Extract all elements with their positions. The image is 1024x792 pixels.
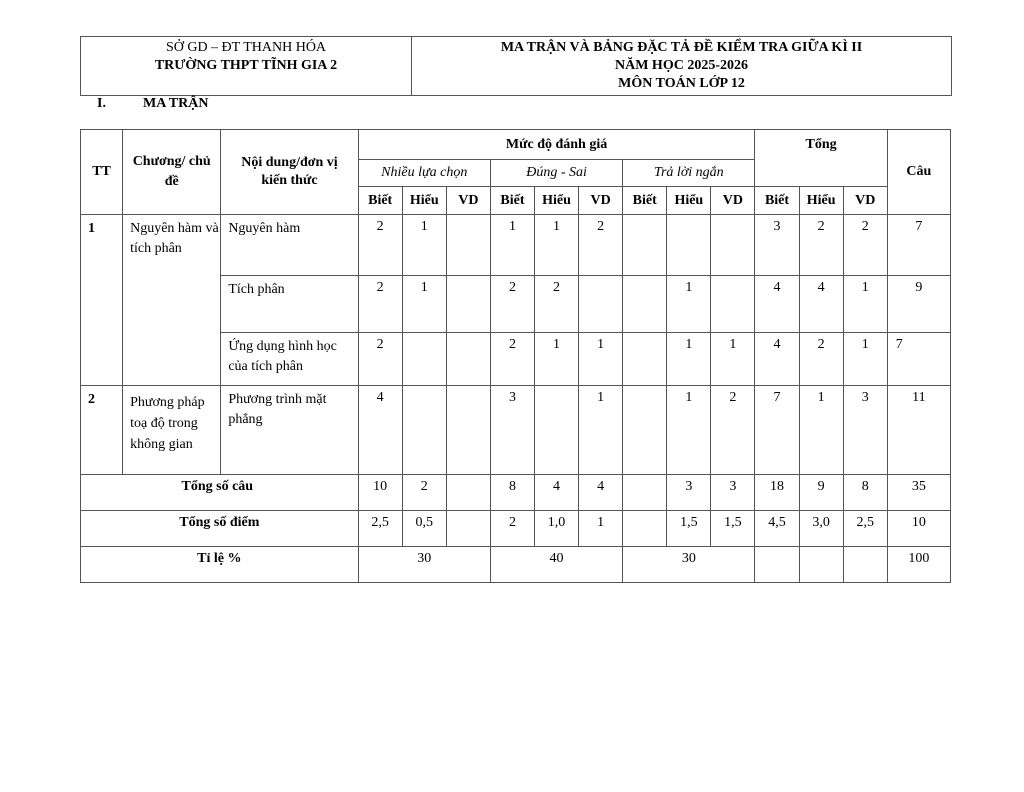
assessment-matrix-table	[80, 129, 951, 583]
matrix-cell: 2	[711, 386, 755, 475]
subject-title: MÔN TOÁN LỚP 12	[618, 76, 745, 91]
total-questions-cell: 9	[799, 475, 843, 511]
col-header-total: Tổng	[755, 130, 887, 187]
level-subheader: VD	[711, 187, 755, 215]
matrix-cell: 2	[358, 276, 402, 333]
matrix-cell	[402, 386, 446, 475]
matrix-cell: 1	[711, 333, 755, 386]
matrix-cell: 1	[579, 386, 623, 475]
total-questions-cell: 8	[490, 475, 534, 511]
question-count: 11	[887, 386, 950, 475]
matrix-cell: 1	[843, 333, 887, 386]
total-questions-cell: 2	[402, 475, 446, 511]
matrix-cell	[667, 215, 711, 276]
document-title: MA TRẬN VÀ BẢNG ĐẶC TẢ ĐỀ KIỂM TRA GIỮA KÌ II	[500, 40, 863, 55]
matrix-cell	[711, 276, 755, 333]
percent-cell: 40	[490, 547, 622, 583]
school-name: TRƯỜNG THPT TĨNH GIA 2	[154, 58, 338, 73]
level-subheader: Biết	[358, 187, 402, 215]
total-questions-sum: 35	[887, 475, 950, 511]
matrix-cell: 1	[843, 276, 887, 333]
total-points-cell: 2,5	[358, 511, 402, 547]
total-questions-cell	[623, 475, 667, 511]
level-subheader: VD	[579, 187, 623, 215]
department-name: SỞ GD – ĐT THANH HÓA	[165, 40, 327, 55]
total-questions-cell: 4	[535, 475, 579, 511]
question-type-header: Đúng - Sai	[490, 160, 622, 187]
matrix-cell: 2	[579, 215, 623, 276]
section-title: MA TRẬN	[143, 96, 209, 111]
matrix-cell: 2	[799, 333, 843, 386]
question-count: 9	[887, 276, 950, 333]
percent-sum: 100	[887, 547, 950, 583]
total-points-cell: 2,5	[843, 511, 887, 547]
school-year: NĂM HỌC 2025-2026	[615, 58, 748, 73]
level-subheader: Biết	[623, 187, 667, 215]
header-title-cell	[412, 37, 952, 96]
matrix-cell: 1	[667, 386, 711, 475]
total-points-cell: 4,5	[755, 511, 799, 547]
level-subheader: Hiểu	[667, 187, 711, 215]
percent-empty-cell	[799, 547, 843, 583]
matrix-cell: 3	[755, 215, 799, 276]
percent-label: Tỉ lệ %	[81, 547, 359, 583]
content-unit: Phương trình mặt phẳng	[221, 386, 358, 475]
chapter-number: 1	[81, 215, 123, 386]
col-header-level: Mức độ đánh giá	[358, 130, 755, 160]
matrix-cell: 3	[490, 386, 534, 475]
col-header-chapter: Chương/ chủ đề	[123, 130, 221, 215]
chapter-name: Phương pháp toạ độ trong không gian	[123, 386, 221, 475]
level-subheader: VD	[843, 187, 887, 215]
total-questions-cell: 3	[667, 475, 711, 511]
matrix-cell: 4	[799, 276, 843, 333]
matrix-cell: 1	[402, 215, 446, 276]
level-subheader: Hiểu	[402, 187, 446, 215]
content-unit: Ứng dụng hình học của tích phân	[221, 333, 358, 386]
total-points-cell: 0,5	[402, 511, 446, 547]
matrix-cell: 7	[755, 386, 799, 475]
matrix-cell: 1	[535, 215, 579, 276]
matrix-cell: 2	[490, 333, 534, 386]
question-count: 7	[887, 333, 950, 386]
col-header-tt: TT	[81, 130, 123, 215]
matrix-cell	[402, 333, 446, 386]
question-count: 7	[887, 215, 950, 276]
matrix-cell: 4	[755, 276, 799, 333]
total-questions-cell: 3	[711, 475, 755, 511]
matrix-cell: 2	[358, 333, 402, 386]
total-questions-label: Tổng số câu	[81, 475, 359, 511]
section-heading	[97, 96, 208, 112]
matrix-cell: 1	[667, 333, 711, 386]
matrix-cell	[711, 215, 755, 276]
matrix-cell: 2	[490, 276, 534, 333]
total-points-cell: 1,0	[535, 511, 579, 547]
matrix-cell: 1	[799, 386, 843, 475]
total-points-cell: 2	[490, 511, 534, 547]
percent-empty-cell	[755, 547, 799, 583]
document-header	[80, 36, 952, 96]
total-questions-cell: 10	[358, 475, 402, 511]
total-points-cell: 1,5	[667, 511, 711, 547]
total-points-cell	[446, 511, 490, 547]
matrix-cell: 2	[535, 276, 579, 333]
total-points-cell	[623, 511, 667, 547]
matrix-cell: 1	[402, 276, 446, 333]
level-subheader: Biết	[490, 187, 534, 215]
matrix-cell: 3	[843, 386, 887, 475]
level-subheader: Hiểu	[799, 187, 843, 215]
matrix-cell: 2	[843, 215, 887, 276]
percent-cell: 30	[623, 547, 755, 583]
level-subheader: VD	[446, 187, 490, 215]
question-type-header: Trả lời ngắn	[623, 160, 755, 187]
header-school-cell	[81, 37, 412, 96]
matrix-cell: 1	[535, 333, 579, 386]
chapter-number: 2	[81, 386, 123, 475]
level-subheader: Biết	[755, 187, 799, 215]
chapter-name: Nguyên hàm và tích phân	[123, 215, 221, 386]
total-questions-cell	[446, 475, 490, 511]
total-points-cell: 1,5	[711, 511, 755, 547]
col-header-content: Nội dung/đơn vị kiến thức	[221, 130, 358, 215]
total-questions-cell: 8	[843, 475, 887, 511]
percent-empty-cell	[843, 547, 887, 583]
total-points-cell: 3,0	[799, 511, 843, 547]
percent-cell: 30	[358, 547, 490, 583]
total-questions-cell: 18	[755, 475, 799, 511]
section-number: I.	[97, 96, 106, 111]
matrix-cell	[623, 215, 667, 276]
matrix-cell	[623, 386, 667, 475]
total-points-cell: 1	[579, 511, 623, 547]
matrix-cell: 1	[490, 215, 534, 276]
matrix-cell: 1	[667, 276, 711, 333]
matrix-cell: 4	[358, 386, 402, 475]
matrix-cell: 1	[579, 333, 623, 386]
matrix-cell: 2	[799, 215, 843, 276]
total-points-sum: 10	[887, 511, 950, 547]
matrix-cell	[446, 276, 490, 333]
matrix-cell: 4	[755, 333, 799, 386]
total-questions-cell: 4	[579, 475, 623, 511]
matrix-cell	[623, 333, 667, 386]
content-unit: Tích phân	[221, 276, 358, 333]
matrix-cell	[446, 333, 490, 386]
matrix-cell	[446, 215, 490, 276]
matrix-cell	[446, 386, 490, 475]
matrix-cell	[623, 276, 667, 333]
matrix-cell	[535, 386, 579, 475]
col-header-questions: Câu	[887, 130, 950, 215]
total-points-label: Tổng số điểm	[81, 511, 359, 547]
content-unit: Nguyên hàm	[221, 215, 358, 276]
matrix-cell: 2	[358, 215, 402, 276]
level-subheader: Hiểu	[535, 187, 579, 215]
question-type-header: Nhiều lựa chọn	[358, 160, 490, 187]
matrix-cell	[579, 276, 623, 333]
